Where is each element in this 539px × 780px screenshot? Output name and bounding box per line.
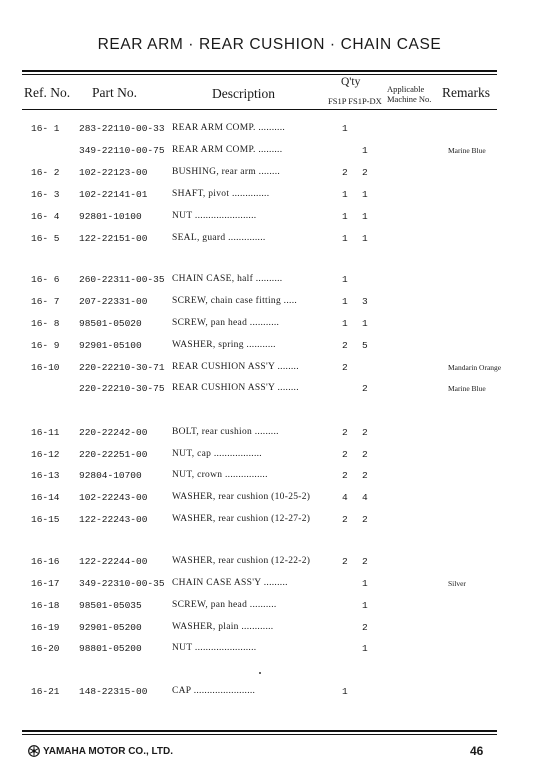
- table-row: [0, 233, 539, 247]
- qty-fs1p-cell: 1: [342, 123, 348, 134]
- table-row: [0, 383, 539, 397]
- description-cell: REAR ARM COMP. .........: [172, 145, 283, 155]
- qty-fs1p-cell: 2: [342, 556, 348, 567]
- part-no-cell: 102-22243-00: [79, 492, 148, 503]
- table-row: [0, 274, 539, 288]
- ref-no-cell: 16- 6: [31, 274, 60, 285]
- qty-fs1p-dx-cell: 2: [362, 449, 368, 460]
- table-row: [0, 318, 539, 332]
- column-header-rule: [22, 109, 497, 110]
- qty-fs1p-dx-cell: 1: [362, 145, 368, 156]
- remarks-cell: Silver: [448, 579, 466, 588]
- ref-no-cell: 16-15: [31, 514, 60, 525]
- description-cell: REAR CUSHION ASS'Y ........: [172, 362, 299, 372]
- qty-fs1p-cell: 2: [342, 427, 348, 438]
- qty-fs1p-cell: 1: [342, 189, 348, 200]
- part-no-cell: 98501-05035: [79, 600, 142, 611]
- qty-fs1p-cell: 1: [342, 274, 348, 285]
- ref-no-cell: 16-10: [31, 362, 60, 373]
- qty-fs1p-dx-cell: 1: [362, 643, 368, 654]
- column-header-applicable: Applicable: [387, 84, 425, 94]
- qty-fs1p-dx-cell: 1: [362, 233, 368, 244]
- qty-fs1p-dx-cell: 1: [362, 211, 368, 222]
- ref-no-cell: 16-17: [31, 578, 60, 589]
- ref-no-cell: 16-21: [31, 686, 60, 697]
- ref-no-cell: 16-14: [31, 492, 60, 503]
- part-no-cell: 220-22242-00: [79, 427, 148, 438]
- description-cell: WASHER, plain ............: [172, 622, 274, 632]
- part-no-cell: 148-22315-00: [79, 686, 148, 697]
- ref-no-cell: 16-18: [31, 600, 60, 611]
- part-no-cell: 122-22244-00: [79, 556, 148, 567]
- description-cell: SEAL, guard ..............: [172, 233, 266, 243]
- footer-rule-thick: [22, 730, 497, 732]
- part-no-cell: 283-22110-00-33: [79, 123, 165, 134]
- table-row: [0, 340, 539, 354]
- stray-dot: [259, 672, 261, 674]
- part-no-cell: 220-22210-30-75: [79, 383, 165, 394]
- table-row: [0, 296, 539, 310]
- ref-no-cell: 16-12: [31, 449, 60, 460]
- description-cell: WASHER, rear cushion (12-22-2): [172, 556, 311, 566]
- qty-fs1p-cell: 1: [342, 233, 348, 244]
- qty-fs1p-dx-cell: 2: [362, 427, 368, 438]
- description-cell: REAR ARM COMP. ..........: [172, 123, 286, 133]
- table-row: [0, 514, 539, 528]
- qty-fs1p-dx-cell: 2: [362, 514, 368, 525]
- part-no-cell: 98501-05020: [79, 318, 142, 329]
- company-logo: [28, 745, 173, 757]
- column-header-part: Part No.: [92, 85, 137, 100]
- qty-fs1p-dx-cell: 2: [362, 556, 368, 567]
- table-row: [0, 686, 539, 700]
- table-row: [0, 470, 539, 484]
- qty-fs1p-cell: 2: [342, 470, 348, 481]
- qty-fs1p-cell: 2: [342, 167, 348, 178]
- part-no-cell: 122-22243-00: [79, 514, 148, 525]
- qty-fs1p-dx-cell: 1: [362, 189, 368, 200]
- description-cell: WASHER, rear cushion (12-27-2): [172, 514, 311, 524]
- part-no-cell: 260-22311-00-35: [79, 274, 165, 285]
- qty-fs1p-dx-cell: 5: [362, 340, 368, 351]
- ref-no-cell: 16-20: [31, 643, 60, 654]
- qty-fs1p-dx-cell: 2: [362, 622, 368, 633]
- yamaha-logo-icon: [28, 745, 40, 757]
- company-name: YAMAHA MOTOR CO., LTD.: [43, 745, 173, 757]
- remarks-cell: Marine Blue: [448, 146, 486, 155]
- description-cell: NUT, cap ..................: [172, 449, 262, 459]
- qty-fs1p-cell: 2: [342, 362, 348, 373]
- description-cell: REAR CUSHION ASS'Y ........: [172, 383, 299, 393]
- table-row: [0, 492, 539, 506]
- part-no-cell: 98801-05200: [79, 643, 142, 654]
- table-row: [0, 427, 539, 441]
- description-cell: SCREW, pan head ..........: [172, 600, 277, 610]
- ref-no-cell: 16-11: [31, 427, 60, 438]
- description-cell: SCREW, chain case fitting .....: [172, 296, 298, 306]
- qty-fs1p-dx-cell: 4: [362, 492, 368, 503]
- ref-no-cell: 16- 4: [31, 211, 60, 222]
- ref-no-cell: 16- 5: [31, 233, 60, 244]
- description-cell: CAP .......................: [172, 686, 256, 696]
- description-cell: NUT .......................: [172, 211, 257, 221]
- part-no-cell: 92901-05200: [79, 622, 142, 633]
- ref-no-cell: 16- 8: [31, 318, 60, 329]
- header-rule-thick: [22, 70, 497, 72]
- remarks-cell: Marine Blue: [448, 384, 486, 393]
- qty-fs1p-cell: 1: [342, 318, 348, 329]
- part-no-cell: 92801-10100: [79, 211, 142, 222]
- column-header-description: Description: [212, 86, 275, 101]
- qty-fs1p-cell: 1: [342, 211, 348, 222]
- column-header-machine-no: Machine No.: [387, 94, 432, 104]
- part-no-cell: 102-22141-01: [79, 189, 148, 200]
- column-header-ref: Ref. No.: [24, 85, 71, 100]
- qty-fs1p-cell: 4: [342, 492, 348, 503]
- table-row: [0, 362, 539, 376]
- table-row: [0, 211, 539, 225]
- part-no-cell: 122-22151-00: [79, 233, 148, 244]
- part-no-cell: 220-22251-00: [79, 449, 148, 460]
- table-row: [0, 578, 539, 592]
- column-header-remarks: Remarks: [442, 85, 490, 100]
- table-row: [0, 622, 539, 636]
- ref-no-cell: 16-19: [31, 622, 60, 633]
- ref-no-cell: 16- 2: [31, 167, 60, 178]
- qty-fs1p-dx-cell: 1: [362, 600, 368, 611]
- table-row: [0, 189, 539, 203]
- ref-no-cell: 16- 3: [31, 189, 60, 200]
- description-cell: CHAIN CASE ASS'Y .........: [172, 578, 288, 588]
- table-row: [0, 643, 539, 657]
- qty-fs1p-dx-cell: 2: [362, 470, 368, 481]
- table-row: [0, 167, 539, 181]
- remarks-cell: Mandarin Orange: [448, 363, 502, 372]
- part-no-cell: 349-22310-00-35: [79, 578, 165, 589]
- qty-fs1p-cell: 1: [342, 686, 348, 697]
- part-no-cell: 349-22110-00-75: [79, 145, 165, 156]
- table-row: [0, 123, 539, 137]
- qty-fs1p-dx-cell: 1: [362, 318, 368, 329]
- qty-fs1p-cell: 2: [342, 340, 348, 351]
- table-row: [0, 145, 539, 159]
- table-row: [0, 449, 539, 463]
- part-no-cell: 102-22123-00: [79, 167, 148, 178]
- description-cell: WASHER, spring ...........: [172, 340, 276, 350]
- part-no-cell: 207-22331-00: [79, 296, 148, 307]
- description-cell: NUT .......................: [172, 643, 257, 653]
- description-cell: WASHER, rear cushion (10-25-2): [172, 492, 311, 502]
- description-cell: BOLT, rear cushion .........: [172, 427, 279, 437]
- column-header-qty-models: FS1P FS1P-DX: [328, 96, 382, 106]
- table-row: [0, 556, 539, 570]
- qty-fs1p-dx-cell: 2: [362, 167, 368, 178]
- part-no-cell: 92901-05100: [79, 340, 142, 351]
- column-header-qty: Q'ty: [341, 76, 361, 88]
- description-cell: NUT, crown ................: [172, 470, 268, 480]
- part-no-cell: 220-22210-30-71: [79, 362, 165, 373]
- qty-fs1p-dx-cell: 2: [362, 383, 368, 394]
- part-no-cell: 92804-10700: [79, 470, 142, 481]
- qty-fs1p-dx-cell: 3: [362, 296, 368, 307]
- qty-fs1p-dx-cell: 1: [362, 578, 368, 589]
- qty-fs1p-cell: 2: [342, 514, 348, 525]
- table-row: [0, 600, 539, 614]
- description-cell: SHAFT, pivot ..............: [172, 189, 270, 199]
- ref-no-cell: 16- 9: [31, 340, 60, 351]
- footer-rule-thin: [22, 734, 497, 735]
- page-title: REAR ARM · REAR CUSHION · CHAIN CASE: [97, 36, 442, 53]
- qty-fs1p-cell: 1: [342, 296, 348, 307]
- ref-no-cell: 16-16: [31, 556, 60, 567]
- ref-no-cell: 16-13: [31, 470, 60, 481]
- ref-no-cell: 16- 1: [31, 123, 60, 134]
- qty-fs1p-cell: 2: [342, 449, 348, 460]
- description-cell: CHAIN CASE, half ..........: [172, 274, 283, 284]
- page-number: 46: [470, 744, 484, 758]
- header-rule-thin: [22, 74, 497, 75]
- description-cell: BUSHING, rear arm ........: [172, 167, 281, 177]
- description-cell: SCREW, pan head ...........: [172, 318, 280, 328]
- ref-no-cell: 16- 7: [31, 296, 60, 307]
